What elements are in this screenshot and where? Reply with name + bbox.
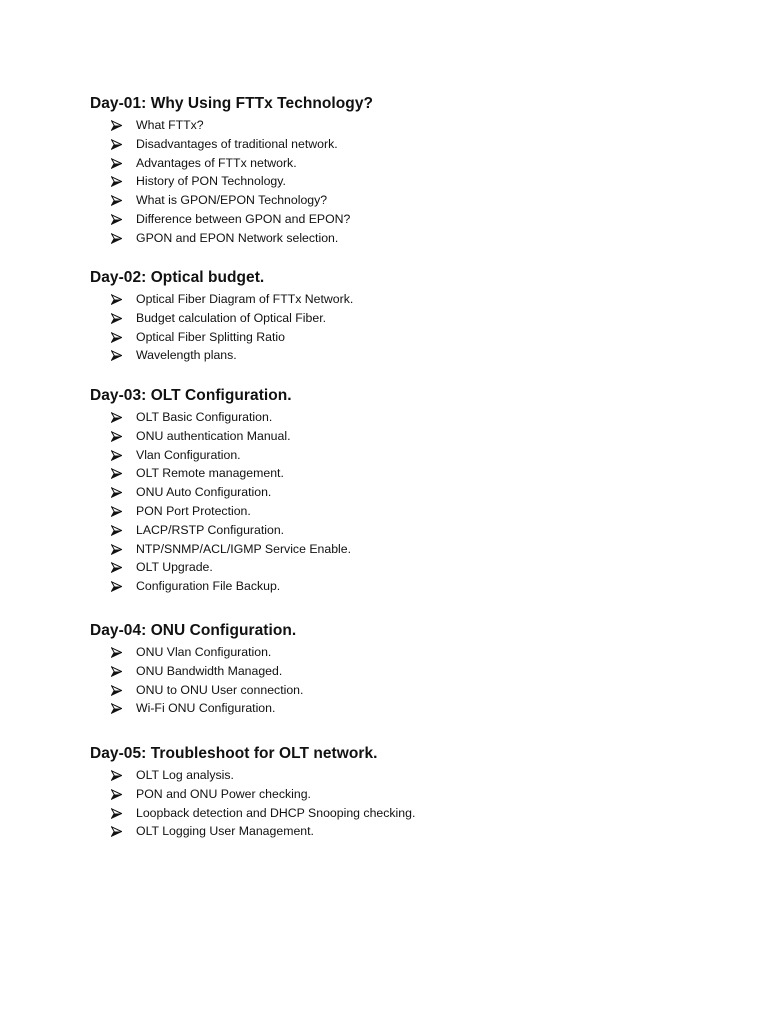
list-item <box>90 785 710 804</box>
bullet-list <box>90 290 710 365</box>
arrowhead-bullet-icon <box>111 135 125 154</box>
list-item <box>90 804 710 823</box>
list-item-text: OLT Remote management. <box>136 466 284 481</box>
list-item <box>90 502 710 521</box>
arrowhead-bullet-icon <box>111 116 125 135</box>
list-item-text: Configuration File Backup. <box>136 579 281 594</box>
arrowhead-bullet-icon <box>111 191 125 210</box>
list-item <box>90 643 710 662</box>
bullet-list <box>90 408 710 596</box>
list-item-text: LACP/RSTP Configuration. <box>136 522 285 537</box>
list-item-text: PON and ONU Power checking. <box>136 786 311 801</box>
list-item <box>90 521 710 540</box>
list-item-text: Loopback detection and DHCP Snooping checking. <box>136 805 416 820</box>
list-item <box>90 210 710 229</box>
list-item <box>90 558 710 577</box>
list-item <box>90 540 710 559</box>
bullet-list <box>90 766 710 841</box>
arrowhead-bullet-icon <box>111 521 125 540</box>
list-item <box>90 681 710 700</box>
arrowhead-bullet-icon <box>111 464 125 483</box>
arrowhead-bullet-icon <box>111 309 125 328</box>
arrowhead-bullet-icon <box>111 558 125 577</box>
section-heading: Day-01: Why Using FTTx Technology? <box>90 95 374 112</box>
list-item-text: ONU to ONU User connection. <box>136 682 304 697</box>
arrowhead-bullet-icon <box>111 229 125 248</box>
arrowhead-bullet-icon <box>111 346 125 365</box>
list-item-text: Disadvantages of traditional network. <box>136 136 338 151</box>
list-item-text: What FTTx? <box>136 118 204 132</box>
arrowhead-bullet-icon <box>111 172 125 191</box>
list-item-text: Wi-Fi ONU Configuration. <box>136 701 276 716</box>
section-heading: Day-04: ONU Configuration. <box>90 622 297 639</box>
list-item-text: OLT Upgrade. <box>136 560 213 575</box>
arrowhead-bullet-icon <box>111 643 125 662</box>
list-item-text: ONU Vlan Configuration. <box>136 645 272 659</box>
list-item <box>90 154 710 173</box>
list-item-text: Optical Fiber Diagram of FTTx Network. <box>136 292 354 306</box>
bullet-list <box>90 643 710 718</box>
list-item-text: GPON and EPON Network selection. <box>136 230 339 245</box>
section-heading: Day-05: Troubleshoot for OLT network. <box>90 745 378 762</box>
list-item <box>90 172 710 191</box>
arrowhead-bullet-icon <box>111 766 125 785</box>
section-day-02 <box>90 268 710 365</box>
list-item <box>90 229 710 248</box>
list-item <box>90 464 710 483</box>
list-item <box>90 116 710 135</box>
list-item <box>90 822 710 841</box>
list-item <box>90 662 710 681</box>
list-item <box>90 191 710 210</box>
list-item-text: Advantages of FTTx network. <box>136 155 297 170</box>
arrowhead-bullet-icon <box>111 804 125 823</box>
list-item-text: OLT Log analysis. <box>136 768 234 782</box>
arrowhead-bullet-icon <box>111 154 125 173</box>
section-day-05 <box>90 744 710 841</box>
list-item-text: Wavelength plans. <box>136 348 237 363</box>
list-item-text: What is GPON/EPON Technology? <box>136 193 328 208</box>
list-item-text: Difference between GPON and EPON? <box>136 211 351 226</box>
list-item <box>90 427 710 446</box>
list-item <box>90 328 710 347</box>
arrowhead-bullet-icon <box>111 328 125 347</box>
list-item <box>90 577 710 596</box>
list-item-text: ONU authentication Manual. <box>136 428 291 443</box>
arrowhead-bullet-icon <box>111 210 125 229</box>
section-heading: Day-02: Optical budget. <box>90 269 265 286</box>
arrowhead-bullet-icon <box>111 822 125 841</box>
arrowhead-bullet-icon <box>111 681 125 700</box>
arrowhead-bullet-icon <box>111 290 125 309</box>
arrowhead-bullet-icon <box>111 483 125 502</box>
list-item <box>90 483 710 502</box>
arrowhead-bullet-icon <box>111 446 125 465</box>
list-item <box>90 766 710 785</box>
list-item-text: Budget calculation of Optical Fiber. <box>136 310 327 325</box>
arrowhead-bullet-icon <box>111 408 125 427</box>
arrowhead-bullet-icon <box>111 540 125 559</box>
arrowhead-bullet-icon <box>111 699 125 718</box>
list-item <box>90 446 710 465</box>
arrowhead-bullet-icon <box>111 577 125 596</box>
list-item-text: ONU Bandwidth Managed. <box>136 663 283 678</box>
list-item <box>90 699 710 718</box>
list-item-text: NTP/SNMP/ACL/IGMP Service Enable. <box>136 541 352 556</box>
list-item <box>90 408 710 427</box>
list-item-text: PON Port Protection. <box>136 503 251 518</box>
section-day-04 <box>90 621 710 718</box>
list-item <box>90 309 710 328</box>
list-item <box>90 135 710 154</box>
list-item-text: Optical Fiber Splitting Ratio <box>136 329 285 344</box>
arrowhead-bullet-icon <box>111 502 125 521</box>
list-item-text: Vlan Configuration. <box>136 447 241 462</box>
list-item-text: OLT Logging User Management. <box>136 824 314 839</box>
list-item <box>90 290 710 309</box>
bullet-list <box>90 116 710 248</box>
section-heading: Day-03: OLT Configuration. <box>90 387 292 404</box>
arrowhead-bullet-icon <box>111 427 125 446</box>
section-day-01 <box>90 94 710 248</box>
list-item-text: OLT Basic Configuration. <box>136 410 273 424</box>
list-item-text: History of PON Technology. <box>136 174 286 189</box>
arrowhead-bullet-icon <box>111 662 125 681</box>
list-item <box>90 346 710 365</box>
section-day-03 <box>90 386 710 596</box>
arrowhead-bullet-icon <box>111 785 125 804</box>
list-item-text: ONU Auto Configuration. <box>136 485 272 500</box>
